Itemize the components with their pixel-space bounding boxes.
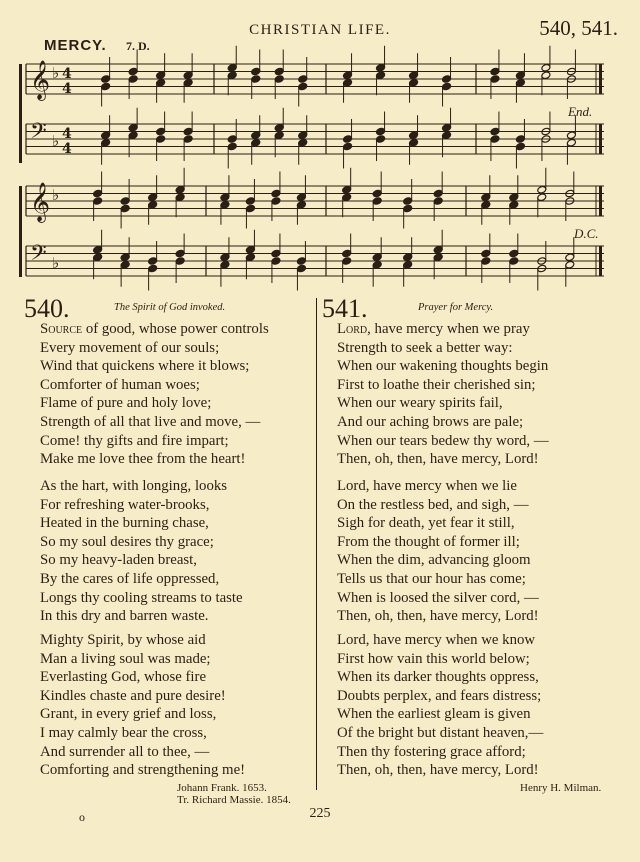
note-head bbox=[271, 189, 281, 198]
verse-line: For refreshing water-brooks, bbox=[40, 496, 210, 513]
note-head bbox=[566, 131, 576, 140]
note-head bbox=[376, 63, 386, 72]
note-head bbox=[227, 135, 237, 144]
verse-line: And surrender all to thee, — bbox=[40, 743, 210, 760]
note-head bbox=[343, 71, 353, 80]
verse-line: Every movement of our souls; bbox=[40, 339, 220, 356]
verse-line: By the cares of life oppressed, bbox=[40, 570, 220, 587]
note-head bbox=[490, 75, 500, 84]
hymn-540-stanza-3 bbox=[40, 631, 245, 780]
verse-line: First how vain this world below; bbox=[337, 650, 530, 667]
system-brace bbox=[19, 64, 22, 163]
bass-clef-icon: 𝄢 bbox=[30, 119, 47, 149]
verse-initial-word: Lord bbox=[337, 321, 368, 337]
note-head bbox=[183, 78, 193, 87]
note-head bbox=[175, 193, 185, 202]
bass-clef-icon: 𝄢 bbox=[30, 241, 47, 271]
note-head bbox=[376, 71, 386, 80]
note-head bbox=[509, 249, 519, 258]
note-head bbox=[227, 71, 237, 80]
note-head bbox=[296, 264, 306, 273]
tune-meter: 7. D. bbox=[126, 39, 150, 53]
note-head bbox=[490, 135, 500, 144]
note-head bbox=[148, 193, 158, 202]
final-barline bbox=[599, 64, 602, 94]
flat-icon: ♭ bbox=[52, 186, 60, 204]
note-head bbox=[481, 257, 491, 266]
note-head bbox=[541, 63, 551, 72]
note-head bbox=[509, 193, 519, 202]
time-signature-top: 4 bbox=[62, 126, 72, 142]
note-head bbox=[271, 249, 281, 258]
note-head bbox=[271, 257, 281, 266]
verse-line: Comforter of human woes; bbox=[40, 376, 200, 393]
verse-line: First to loathe their cherished sin; bbox=[337, 376, 536, 393]
hymn-541-stanza-1 bbox=[337, 320, 549, 469]
note-head bbox=[343, 135, 353, 144]
treble-clef-icon: 𝄞 bbox=[30, 60, 51, 100]
note-head bbox=[227, 63, 237, 72]
note-head bbox=[298, 131, 308, 140]
note-head bbox=[120, 197, 130, 206]
verse-line-rest: , have mercy when we pray bbox=[367, 321, 530, 337]
note-head bbox=[403, 197, 413, 206]
note-head bbox=[128, 67, 138, 76]
time-signature-bottom: 4 bbox=[62, 141, 72, 157]
corner-mark: o bbox=[79, 810, 85, 824]
verse-line: Mighty Spirit, by whose aid bbox=[40, 632, 206, 648]
note-head bbox=[433, 189, 443, 198]
verse-line: So my soul desires thy grace; bbox=[40, 533, 214, 550]
verse-line: In this dry and barren waste. bbox=[40, 608, 209, 625]
note-head bbox=[101, 75, 111, 84]
note-head bbox=[342, 249, 352, 258]
hymn-540-translator: Tr. Richard Massie. 1854. bbox=[177, 794, 291, 806]
note-head bbox=[128, 75, 138, 84]
verse-line: When its darker thoughts oppress, bbox=[337, 669, 539, 686]
verse-line: On the restless bed, and sigh, — bbox=[337, 496, 529, 513]
flat-icon: ♭ bbox=[52, 254, 60, 272]
note-head bbox=[298, 75, 308, 84]
note-head bbox=[342, 257, 352, 266]
note-head bbox=[101, 131, 111, 140]
verse-line: Man a living soul was made; bbox=[40, 650, 211, 667]
hymn-541-number: 541. bbox=[322, 294, 368, 323]
note-head bbox=[481, 193, 491, 202]
note-head bbox=[128, 131, 138, 140]
verse-line: Lord, have mercy when we know bbox=[337, 632, 536, 648]
note-head bbox=[376, 135, 386, 144]
hymn-541-stanza-2 bbox=[337, 477, 539, 626]
verse-line: When is loosed the silver cord, — bbox=[337, 589, 539, 606]
verse-line: Sigh for death, yet fear it still, bbox=[337, 515, 515, 532]
music-score bbox=[0, 0, 640, 300]
note-head bbox=[274, 67, 284, 76]
note-head bbox=[565, 253, 575, 262]
final-barline bbox=[599, 246, 602, 276]
hymn-541-stanza-3 bbox=[337, 631, 543, 780]
note-head bbox=[298, 138, 308, 147]
verse-line: From the thought of former ill; bbox=[337, 533, 520, 550]
note-head bbox=[442, 131, 452, 140]
verse-line: Lord, have mercy when we lie bbox=[337, 478, 517, 494]
verse-line bbox=[40, 320, 269, 339]
note-head bbox=[566, 138, 576, 147]
verse-line: Strength of all that live and move, — bbox=[40, 413, 261, 430]
flat-icon: ♭ bbox=[52, 64, 60, 82]
note-head bbox=[93, 197, 103, 206]
note-head bbox=[442, 75, 452, 84]
note-head bbox=[409, 131, 419, 140]
verse-line: And our aching brows are pale; bbox=[337, 413, 524, 430]
end-marking: End. bbox=[568, 104, 593, 119]
note-head bbox=[220, 200, 230, 209]
tune-name: MERCY. bbox=[44, 37, 107, 54]
hymn-540-author: Johann Frank. 1653. bbox=[177, 782, 267, 794]
note-head bbox=[343, 142, 353, 151]
verse-line: When our weary spirits fail, bbox=[337, 395, 503, 412]
time-signature-bottom: 4 bbox=[62, 81, 72, 97]
verse-line: When our tears bedew thy word, — bbox=[337, 432, 549, 449]
note-head bbox=[148, 257, 158, 266]
note-head bbox=[296, 193, 306, 202]
note-head bbox=[342, 193, 352, 202]
verse-line: Grant, in every grief and loss, bbox=[40, 706, 217, 723]
note-head bbox=[372, 189, 382, 198]
note-head bbox=[403, 253, 413, 262]
note-head bbox=[271, 197, 281, 206]
note-head bbox=[93, 189, 103, 198]
note-head bbox=[156, 78, 166, 87]
verse-line: Heated in the burning chase, bbox=[40, 515, 209, 532]
note-head bbox=[403, 260, 413, 269]
verse-line: Then, oh, then, have mercy, Lord! bbox=[337, 762, 539, 779]
verse-line: Kindles chaste and pure desire! bbox=[40, 687, 226, 704]
verse-line: As the hart, with longing, looks bbox=[40, 478, 228, 494]
verse-line: Then, oh, then, have mercy, Lord! bbox=[337, 608, 539, 625]
note-head bbox=[175, 257, 185, 266]
note-head bbox=[183, 135, 193, 144]
running-header-title: CHRISTIAN LIFE. bbox=[249, 22, 391, 38]
note-head bbox=[481, 200, 491, 209]
verse-line: Doubts perplex, and fears distress; bbox=[337, 687, 542, 704]
hymn-540-stanza-2 bbox=[40, 477, 243, 626]
hymn-541-title: Prayer for Mercy. bbox=[418, 302, 494, 313]
note-head bbox=[245, 204, 255, 213]
note-head bbox=[515, 78, 525, 87]
system-brace bbox=[19, 186, 22, 277]
note-head bbox=[245, 245, 255, 254]
note-head bbox=[541, 71, 551, 80]
note-head bbox=[342, 185, 352, 194]
hymn-541-author: Henry H. Milman. bbox=[520, 782, 602, 794]
note-head bbox=[156, 135, 166, 144]
note-head bbox=[442, 82, 452, 91]
note-head bbox=[148, 200, 158, 209]
note-head bbox=[376, 127, 386, 136]
final-barline bbox=[599, 186, 602, 216]
verse-line-rest: of good, whose power controls bbox=[82, 321, 269, 337]
note-head bbox=[251, 131, 261, 140]
verse-line: I may calmly bear the cross, bbox=[40, 724, 207, 741]
verse-line: Comforting and strengthening me! bbox=[40, 762, 246, 779]
note-head bbox=[433, 253, 443, 262]
verse-line: Of the bright but distant heaven,— bbox=[337, 724, 544, 741]
time-signature-top: 4 bbox=[62, 66, 72, 82]
note-head bbox=[409, 78, 419, 87]
note-head bbox=[296, 200, 306, 209]
note-head bbox=[175, 185, 185, 194]
note-head bbox=[128, 123, 138, 132]
note-head bbox=[565, 260, 575, 269]
verse-line: Flame of pure and holy love; bbox=[40, 395, 212, 412]
verse-line: Then, oh, then, have mercy, Lord! bbox=[337, 451, 539, 468]
note-head bbox=[220, 260, 230, 269]
note-head bbox=[120, 253, 130, 262]
note-head bbox=[227, 142, 237, 151]
note-head bbox=[274, 75, 284, 84]
note-head bbox=[481, 249, 491, 258]
note-head bbox=[409, 138, 419, 147]
note-head bbox=[343, 78, 353, 87]
note-head bbox=[251, 67, 261, 76]
verse-initial-word: Source bbox=[40, 321, 83, 337]
verse-line: Wind that quickens where it blows; bbox=[40, 358, 250, 375]
note-head bbox=[490, 67, 500, 76]
note-head bbox=[372, 253, 382, 262]
note-head bbox=[156, 71, 166, 80]
note-head bbox=[515, 142, 525, 151]
page-number: 225 bbox=[309, 806, 331, 821]
verse-line: When the earliest gleam is given bbox=[337, 706, 531, 723]
verse-line: Then thy fostering grace afford; bbox=[337, 743, 526, 760]
note-head bbox=[403, 204, 413, 213]
hymn-numbers-header: 540, 541. bbox=[539, 16, 618, 40]
note-head bbox=[433, 197, 443, 206]
verse-line: Everlasting God, whose fire bbox=[40, 669, 207, 686]
final-barline bbox=[599, 124, 602, 154]
hymn-540-number: 540. bbox=[24, 294, 70, 323]
note-head bbox=[274, 131, 284, 140]
verse-line: When our wakening thoughts begin bbox=[337, 358, 549, 375]
note-head bbox=[490, 127, 500, 136]
verse-line: Come! thy gifts and fire impart; bbox=[40, 432, 229, 449]
note-head bbox=[175, 249, 185, 258]
note-head bbox=[220, 193, 230, 202]
dc-marking: D.C. bbox=[574, 226, 599, 241]
verse-line: So my heavy-laden breast, bbox=[40, 552, 197, 569]
note-head bbox=[537, 185, 547, 194]
note-head bbox=[433, 245, 443, 254]
note-head bbox=[156, 127, 166, 136]
note-head bbox=[93, 253, 103, 262]
note-head bbox=[515, 135, 525, 144]
note-head bbox=[183, 71, 193, 80]
note-head bbox=[251, 75, 261, 84]
note-head bbox=[251, 138, 261, 147]
note-head bbox=[220, 253, 230, 262]
treble-clef-icon: 𝄞 bbox=[30, 182, 51, 222]
verse-line bbox=[337, 320, 549, 339]
note-head bbox=[120, 204, 130, 213]
verse-line: Tells us that our hour has come; bbox=[337, 570, 526, 587]
hymn-540-title: The Spirit of God invoked. bbox=[114, 302, 226, 313]
note-head bbox=[148, 264, 158, 273]
verse-line: When the dim, advancing gloom bbox=[337, 552, 531, 569]
note-head bbox=[93, 245, 103, 254]
note-head bbox=[120, 260, 130, 269]
hymn-540-stanza-1 bbox=[40, 320, 269, 469]
note-head bbox=[372, 260, 382, 269]
note-head bbox=[101, 138, 111, 147]
note-head bbox=[101, 82, 111, 91]
note-head bbox=[298, 82, 308, 91]
column-divider bbox=[316, 298, 317, 790]
note-head bbox=[372, 197, 382, 206]
verse-line: Longs thy cooling streams to taste bbox=[40, 589, 243, 606]
verse-line: Strength to seek a better way: bbox=[337, 339, 513, 356]
note-head bbox=[245, 253, 255, 262]
note-head bbox=[296, 257, 306, 266]
note-head bbox=[515, 71, 525, 80]
flat-icon: ♭ bbox=[52, 132, 60, 150]
note-head bbox=[245, 197, 255, 206]
note-head bbox=[442, 123, 452, 132]
verse-line: Make me love thee from the heart! bbox=[40, 451, 246, 468]
note-head bbox=[409, 71, 419, 80]
note-head bbox=[509, 200, 519, 209]
note-head bbox=[509, 257, 519, 266]
note-head bbox=[537, 193, 547, 202]
note-head bbox=[183, 127, 193, 136]
note-head bbox=[274, 123, 284, 132]
